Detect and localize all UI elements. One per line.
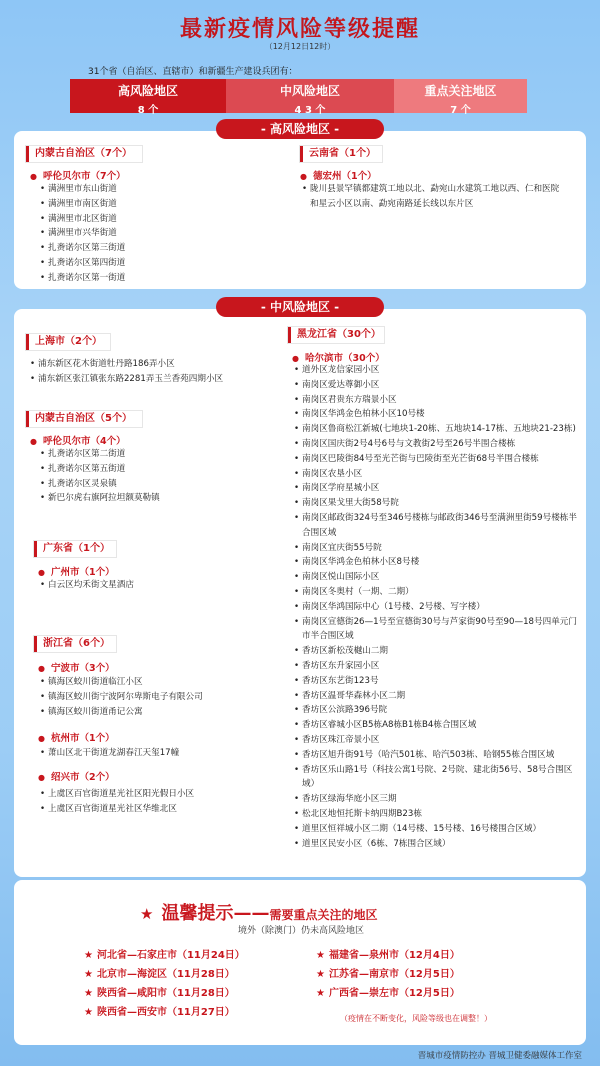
list-item: • 满洲里市南区街道: [40, 197, 280, 212]
level-name: 重点关注地区: [424, 84, 497, 98]
list-item: ★ 广西省—崇左市（12月5日）: [316, 984, 460, 1003]
shanghai-list: [30, 357, 280, 387]
list-item: • 南岗区冬奥村（一期、二期）: [294, 585, 582, 600]
high-im-list: [40, 182, 280, 286]
list-item: • 扎赉诺尔区第三街道: [40, 241, 280, 256]
province-shanghai: 上海市（2个）: [26, 334, 110, 350]
harbin-list: [294, 363, 582, 851]
list-item: • 萧山区北干街道龙湖春江天玺17幢: [40, 746, 280, 761]
ningbo-list: [40, 675, 280, 719]
list-item: • 香坊区珠江帝景小区: [294, 733, 582, 748]
list-item: • 南岗区宣德街26—1号至宣德街30号与芦家街90号至90—18号四单元门市半合围区域: [294, 615, 582, 645]
province-inner-mongolia: 内蒙古自治区（5个）: [26, 411, 142, 427]
list-item: ★ 河北省—石家庄市（11月24日）: [84, 946, 245, 965]
list-item: ★ 江苏省—南京市（12月5日）: [316, 965, 460, 984]
list-item: • 南岗区爱达尊御小区: [294, 378, 582, 393]
list-item: • 道外区龙信家园小区: [294, 363, 582, 378]
city-shaoxing: ● 绍兴市（2个）: [38, 769, 115, 783]
level-count: 4 3 个: [294, 105, 326, 116]
city-hulunbuir: ● 呼伦贝尔市（7个）: [30, 168, 126, 182]
level-count: 8 个: [137, 105, 159, 116]
warm-title-dash: ——: [233, 903, 270, 924]
list-item: • 道里区恒祥城小区二期（14号楼、15号楼、16号楼围合区域）: [294, 822, 582, 837]
list-item: • 南岗区国庆街2号4号6号与文教街2号至26号半围合楼栋: [294, 437, 582, 452]
footer-credit: 晋城市疫情防控办 晋城卫健委融媒体工作室: [417, 1051, 582, 1061]
level-name: 中风险地区: [279, 84, 340, 98]
list-item: • 满洲里市北区街道: [40, 212, 280, 227]
city-hulunbuir: ● 呼伦贝尔市（4个）: [30, 433, 126, 447]
high-risk-summary: [70, 79, 226, 116]
list-item: • 南岗区巴陵街84号至光芒街与巴陵街至光芒街68号半围合楼栋: [294, 452, 582, 467]
medium-risk-summary: [226, 79, 394, 116]
list-item: • 满洲里市兴华街道: [40, 226, 280, 241]
city-guangzhou: ● 广州市（1个）: [38, 564, 115, 578]
list-item: • 香坊区温哥华森林小区二期: [294, 689, 582, 704]
list-item: • 香坊区绿海华庭小区三期: [294, 792, 582, 807]
list-item: • 南岗区君贵东方瑞景小区: [294, 393, 582, 408]
high-risk-banner: - 高风险地区 -: [216, 119, 384, 139]
medium-risk-banner: - 中风险地区 -: [216, 297, 384, 317]
list-item: ★ 陕西省—西安市（11月27日）: [84, 1003, 245, 1022]
list-item: • 白云区均禾街文星酒店: [40, 578, 280, 593]
warm-tips-title: [140, 899, 377, 925]
city-harbin: ● 哈尔滨市（30个）: [292, 350, 385, 364]
list-item: • 香坊区乐山路1号（科技公寓1号院、2号院、建北街56号、58号合围区域）: [294, 763, 582, 793]
list-item: • 陇川县景罕镇都建筑工地以北、勐宛山水建筑工地以西、仁和医院和星云小区以南、勐宛南路延长线以东片区: [302, 182, 564, 212]
list-item: • 浦东新区花木街道牡丹路186弄小区: [30, 357, 280, 372]
list-item: • 南岗区邮政街324号至346号楼栋与邮政街346号至满洲里街59号楼栋半合围区域: [294, 511, 582, 541]
level-name: 高风险地区: [117, 84, 178, 98]
warm-tips-subtitle: 境外（除澳门）仍未高风险地区: [238, 926, 365, 936]
list-item: • 南岗区宜庆街55号院: [294, 541, 582, 556]
list-item: • 香坊区旭升街91号（哈汽501栋、哈汽503栋、哈钢55栋合围区域: [294, 748, 582, 763]
list-item: • 镇海区蛟川街道临江小区: [40, 675, 280, 690]
list-item: ★ 陕西省—咸阳市（11月28日）: [84, 984, 245, 1003]
list-item: • 香坊区新松茂樾山二期: [294, 644, 582, 659]
list-item: • 扎赉诺尔区第二街道: [40, 447, 280, 462]
mid-im-list: [40, 447, 280, 506]
summary-intro: 31个省（自治区、直辖市）和新疆生产建设兵团有：: [88, 67, 298, 77]
list-item: • 南岗区鲁商松江新城(七地块1-20栋、五地块14-17栋、五地块21-23栋): [294, 422, 582, 437]
star-icon: ★: [140, 905, 154, 923]
list-item: • 扎赉诺尔区灵泉镇: [40, 477, 280, 492]
list-item: • 南岗区华鸿国际中心（1号楼、2号楼、写字楼）: [294, 600, 582, 615]
city-dehong: ● 德宏州（1个）: [300, 168, 377, 182]
page-title: 最新疫情风险等级提醒: [179, 17, 420, 42]
guangdong-list: [40, 578, 280, 593]
warm-list-left: [84, 946, 245, 1022]
list-item: • 新巴尔虎右旗阿拉坦额莫勒镇: [40, 491, 280, 506]
list-item: • 南岗区华鸿金色柏林小区10号楼: [294, 407, 582, 422]
hangzhou-list: [40, 746, 280, 761]
list-item: • 道里区民安小区（6栋、7栋围合区域）: [294, 837, 582, 852]
warm-list-right: [316, 946, 460, 1003]
list-item: • 镇海区蛟川街道甬记公寓: [40, 705, 280, 720]
level-count: 7 个: [450, 105, 471, 116]
focus-area-summary: [394, 79, 527, 116]
list-item: • 镇海区蛟川街宁波阿尔卑斯电子有限公司: [40, 690, 280, 705]
high-yn-list: [302, 182, 564, 212]
shaoxing-list: [40, 787, 280, 817]
list-item: • 南岗区悦山国际小区: [294, 570, 582, 585]
province-inner-mongolia: 内蒙古自治区（7个）: [26, 146, 142, 162]
list-item: • 扎赉诺尔区第一街道: [40, 271, 280, 286]
list-item: • 香坊区公滨路396号院: [294, 703, 582, 718]
city-hangzhou: ● 杭州市（1个）: [38, 730, 115, 744]
city-ningbo: ● 宁波市（3个）: [38, 660, 115, 674]
list-item: • 香坊区东艺街123号: [294, 674, 582, 689]
list-item: • 南岗区农垦小区: [294, 467, 582, 482]
list-item: • 扎赉诺尔区第五街道: [40, 462, 280, 477]
province-guangdong: 广东省（1个）: [34, 541, 116, 557]
list-item: • 浦东新区张江镇张东路2281弄玉兰香苑四期小区: [30, 372, 280, 387]
list-item: ★ 北京市—海淀区（11月28日）: [84, 965, 245, 984]
list-item: • 上虞区百官街道星光社区华维北区: [40, 802, 280, 817]
list-item: • 香坊区东升家园小区: [294, 659, 582, 674]
warm-note: （疫情在不断变化，风险等级也在调整！）: [340, 1014, 492, 1023]
list-item: • 满洲里市东山街道: [40, 182, 280, 197]
list-item: • 松北区地恒托斯卡纳四期B23栋: [294, 807, 582, 822]
warm-title-tail: 需要重点关注的地区: [269, 908, 378, 922]
page-date: （12月12日12时）: [264, 42, 336, 51]
list-item: • 南岗区学府星城小区: [294, 481, 582, 496]
province-heilongjiang: 黑龙江省（30个）: [288, 327, 384, 343]
list-item: • 上虞区百官街道星光社区阳光假日小区: [40, 787, 280, 802]
list-item: ★ 福建省—泉州市（12月4日）: [316, 946, 460, 965]
list-item: • 南岗区果戈里大街58号院: [294, 496, 582, 511]
province-zhejiang: 浙江省（6个）: [34, 636, 116, 652]
province-yunnan: 云南省（1个）: [300, 146, 382, 162]
list-item: • 南岗区华鸿金色柏林小区8号楼: [294, 555, 582, 570]
warm-title-main: 温馨提示: [161, 903, 234, 924]
list-item: • 香坊区睿城小区B5栋A8栋B1栋B4栋合围区域: [294, 718, 582, 733]
list-item: • 扎赉诺尔区第四街道: [40, 256, 280, 271]
